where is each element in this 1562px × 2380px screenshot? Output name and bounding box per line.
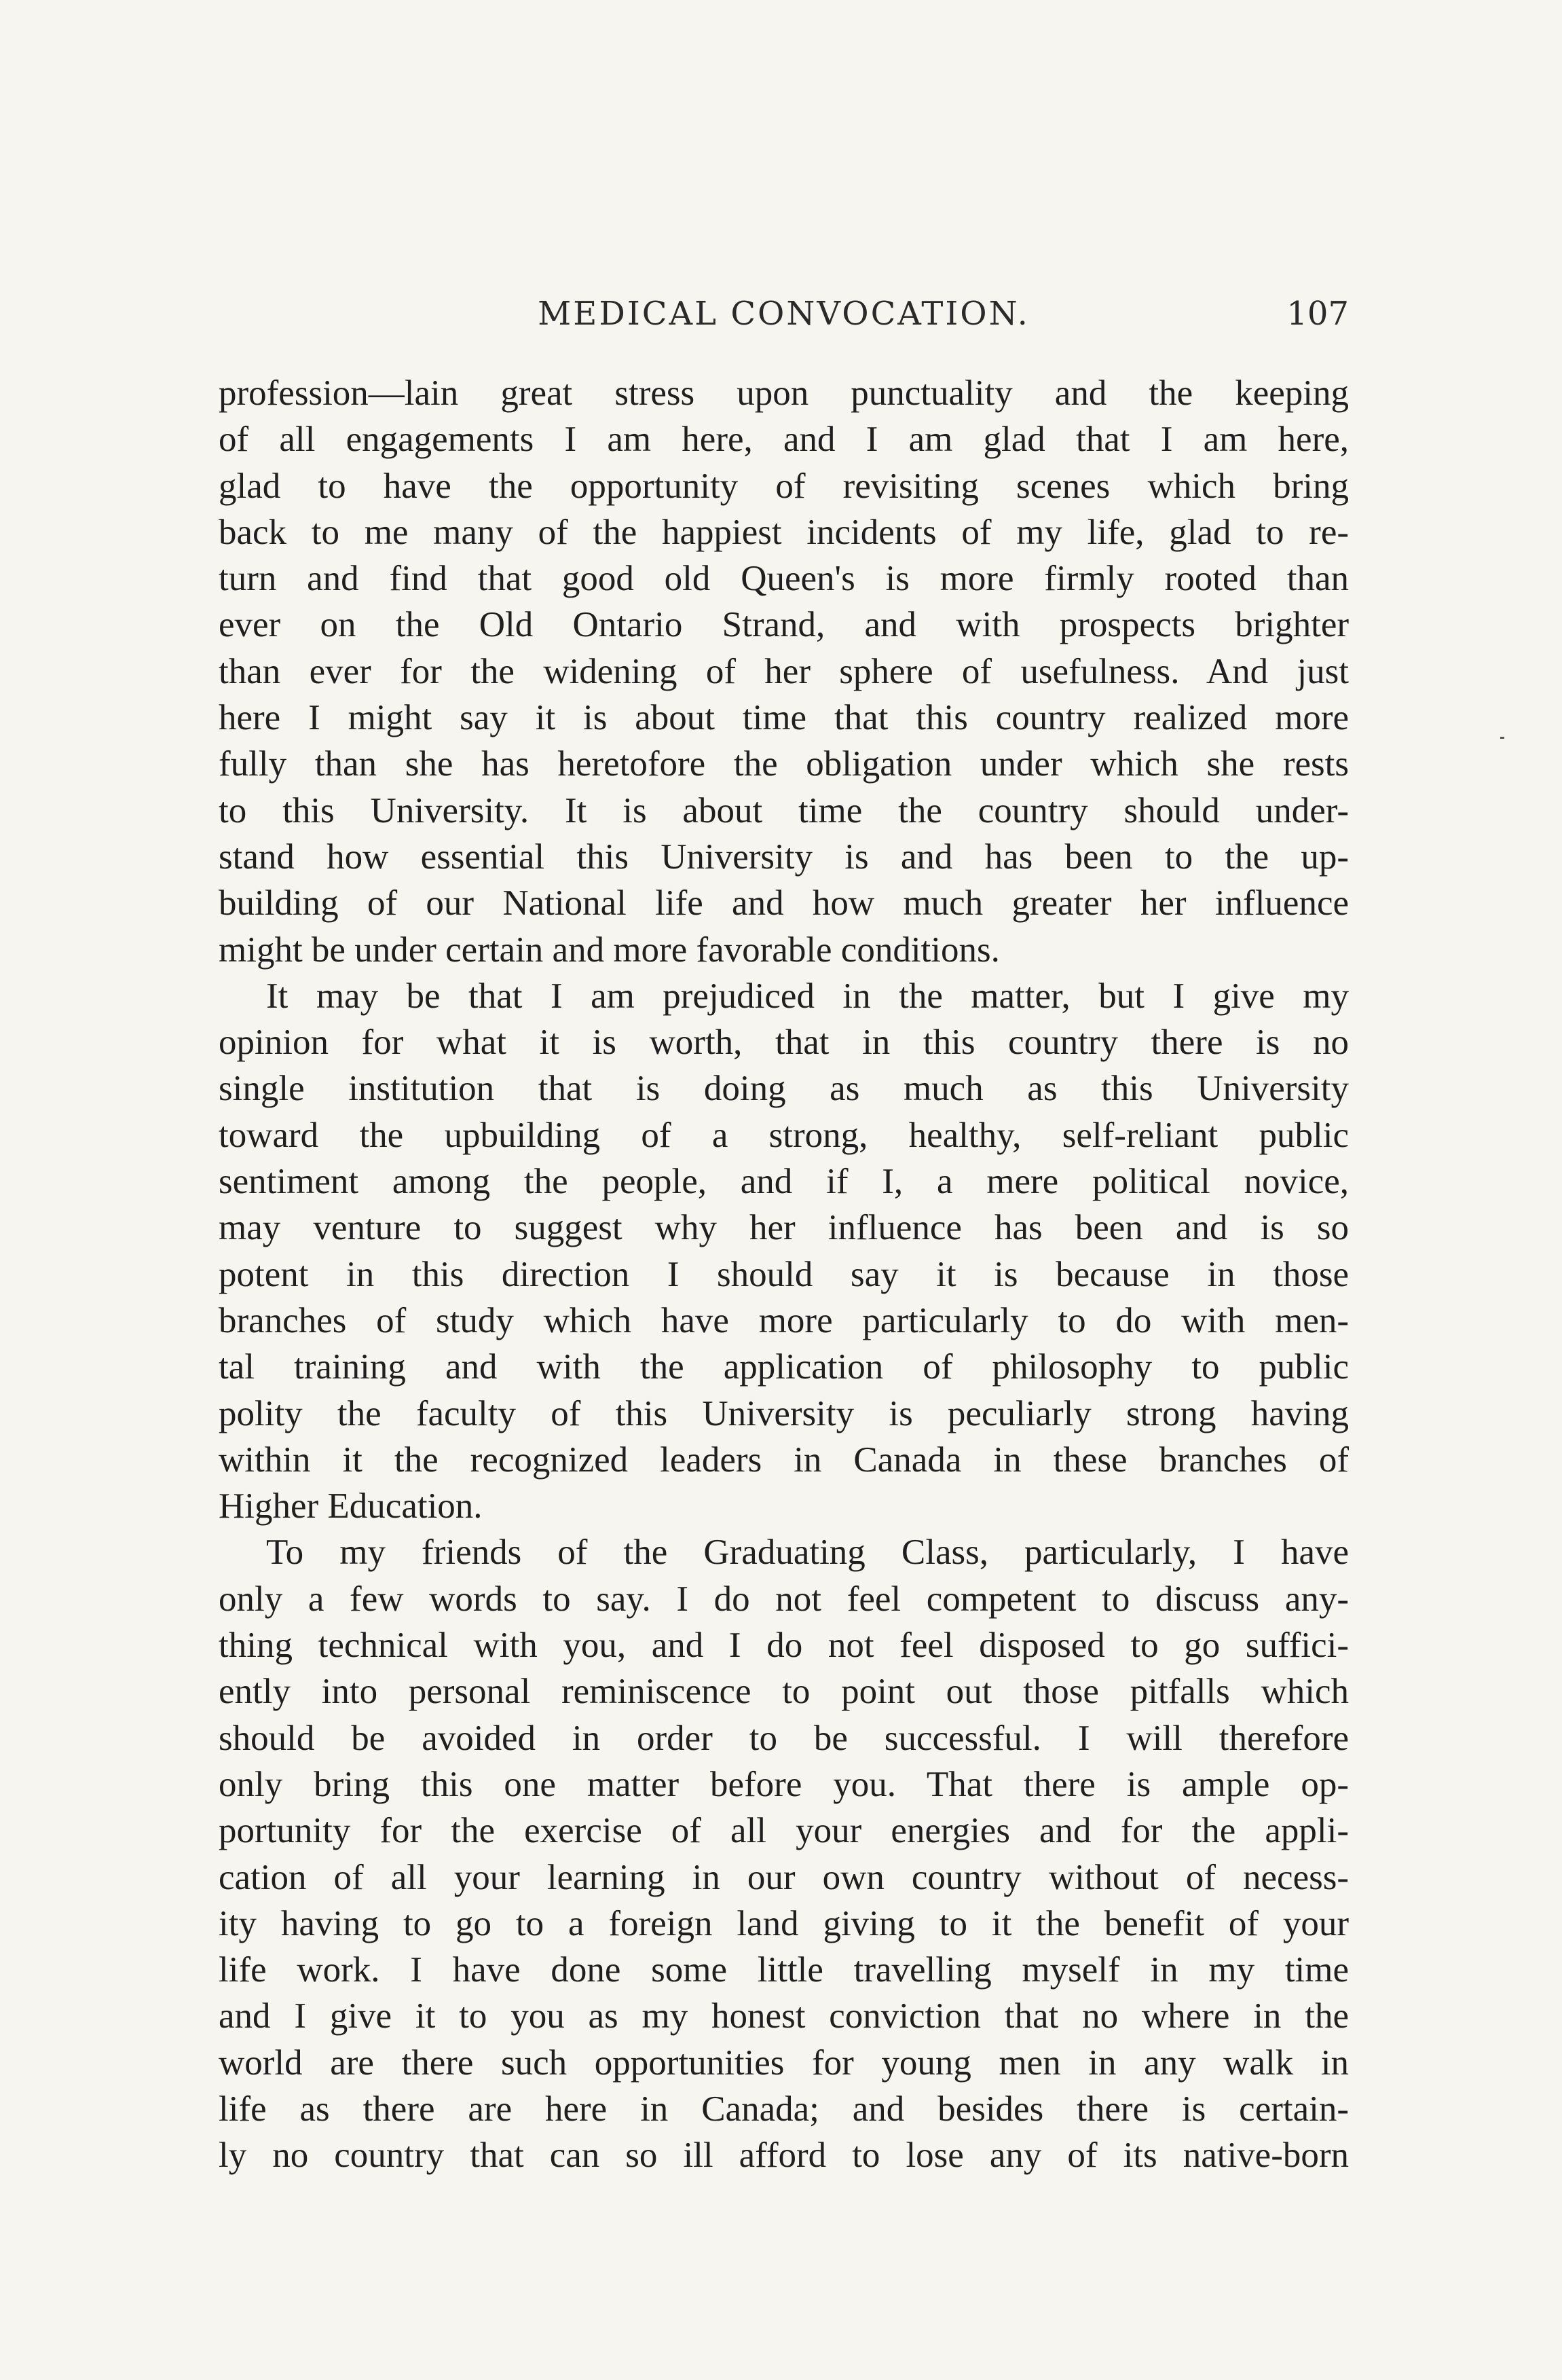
body-text bbox=[219, 370, 1349, 2179]
text-line: to this University. It is about time the country should under- bbox=[219, 790, 1349, 830]
stray-print-mark bbox=[1500, 737, 1504, 739]
text-line: single institution that is doing as much as this University bbox=[219, 1069, 1349, 1109]
text-line: ently into personal reminiscence to point out those pitfalls which bbox=[219, 1672, 1349, 1712]
text-line: back to me many of the happiest incidents of my life, glad to re- bbox=[219, 512, 1349, 552]
text-line: polity the faculty of this University is peculiarly strong having bbox=[219, 1393, 1349, 1433]
text-line: sentiment among the people, and if I, a mere political novice, bbox=[219, 1162, 1349, 1202]
text-line: It may be that I am prejudiced in the matter, but I give my bbox=[266, 976, 1349, 1016]
text-line: glad to have the opportunity of revisiting scenes which bring bbox=[219, 466, 1349, 506]
paragraph-3 bbox=[219, 1529, 1349, 2178]
text-line: and I give it to you as my honest conviction that no where in the bbox=[219, 1996, 1349, 2036]
text-line: ity having to go to a foreign land giving to it the benefit of your bbox=[219, 1903, 1349, 1943]
text-line: ly no country that can so ill afford to lose any of its native-born bbox=[219, 2136, 1349, 2176]
page-number: 107 bbox=[1286, 295, 1349, 333]
text-line: may venture to suggest why her influence has been and is so bbox=[219, 1208, 1349, 1248]
text-line: To my friends of the Graduating Class, particularly, I have bbox=[266, 1533, 1349, 1573]
text-line: should be avoided in order to be successful. I will therefore bbox=[219, 1718, 1349, 1758]
text-line: portunity for the exercise of all your energies and for the appli- bbox=[219, 1811, 1349, 1851]
running-title: MEDICAL CONVOCATION. bbox=[538, 295, 1030, 333]
text-line: of all engagements I am here, and I am glad that I am here, bbox=[219, 420, 1349, 460]
text-line: toward the upbuilding of a strong, healthy, self-reliant public bbox=[219, 1115, 1349, 1155]
text-line: opinion for what it is worth, that in this country there is no bbox=[219, 1023, 1349, 1063]
text-line: world are there such opportunities for young men in any walk in bbox=[219, 2043, 1349, 2083]
text-line: fully than she has heretofore the obligation under which she rests bbox=[219, 744, 1349, 784]
text-line: stand how essential this University is and has been to the up- bbox=[219, 837, 1349, 877]
text-line: potent in this direction I should say it is because in those bbox=[219, 1254, 1349, 1294]
text-line: only a few words to say. I do not feel competent to discuss any- bbox=[219, 1579, 1349, 1619]
text-line: tal training and with the application of philosophy to public bbox=[219, 1347, 1349, 1387]
running-head bbox=[219, 292, 1349, 335]
text-line: here I might say it is about time that this country realized more bbox=[219, 698, 1349, 738]
paragraph-2 bbox=[219, 973, 1349, 1530]
text-line: than ever for the widening of her sphere of usefulness. And just bbox=[219, 651, 1349, 691]
text-line: Higher Education. bbox=[219, 1486, 483, 1526]
text-line: thing technical with you, and I do not feel disposed to go suffici- bbox=[219, 1626, 1349, 1666]
text-line: ever on the Old Ontario Strand, and with prospects brighter bbox=[219, 605, 1349, 645]
text-line: within it the recognized leaders in Canada in these branches of bbox=[219, 1440, 1349, 1480]
text-line: cation of all your learning in our own country without of necess- bbox=[219, 1857, 1349, 1897]
paragraph-1 bbox=[219, 370, 1349, 973]
text-line: branches of study which have more particularly to do with men- bbox=[219, 1300, 1349, 1340]
text-line: might be under certain and more favorable conditions. bbox=[219, 930, 1000, 970]
text-line: building of our National life and how much greater her influence bbox=[219, 883, 1349, 923]
text-line: life as there are here in Canada; and besides there is certain- bbox=[219, 2089, 1349, 2129]
text-line: life work. I have done some little travelling myself in my time bbox=[219, 1950, 1349, 1990]
text-line: turn and find that good old Queen's is more firmly rooted than bbox=[219, 559, 1349, 599]
text-line: only bring this one matter before you. That there is ample op- bbox=[219, 1764, 1349, 1804]
text-line: profession—lain great stress upon punctuality and the keeping bbox=[219, 373, 1349, 413]
